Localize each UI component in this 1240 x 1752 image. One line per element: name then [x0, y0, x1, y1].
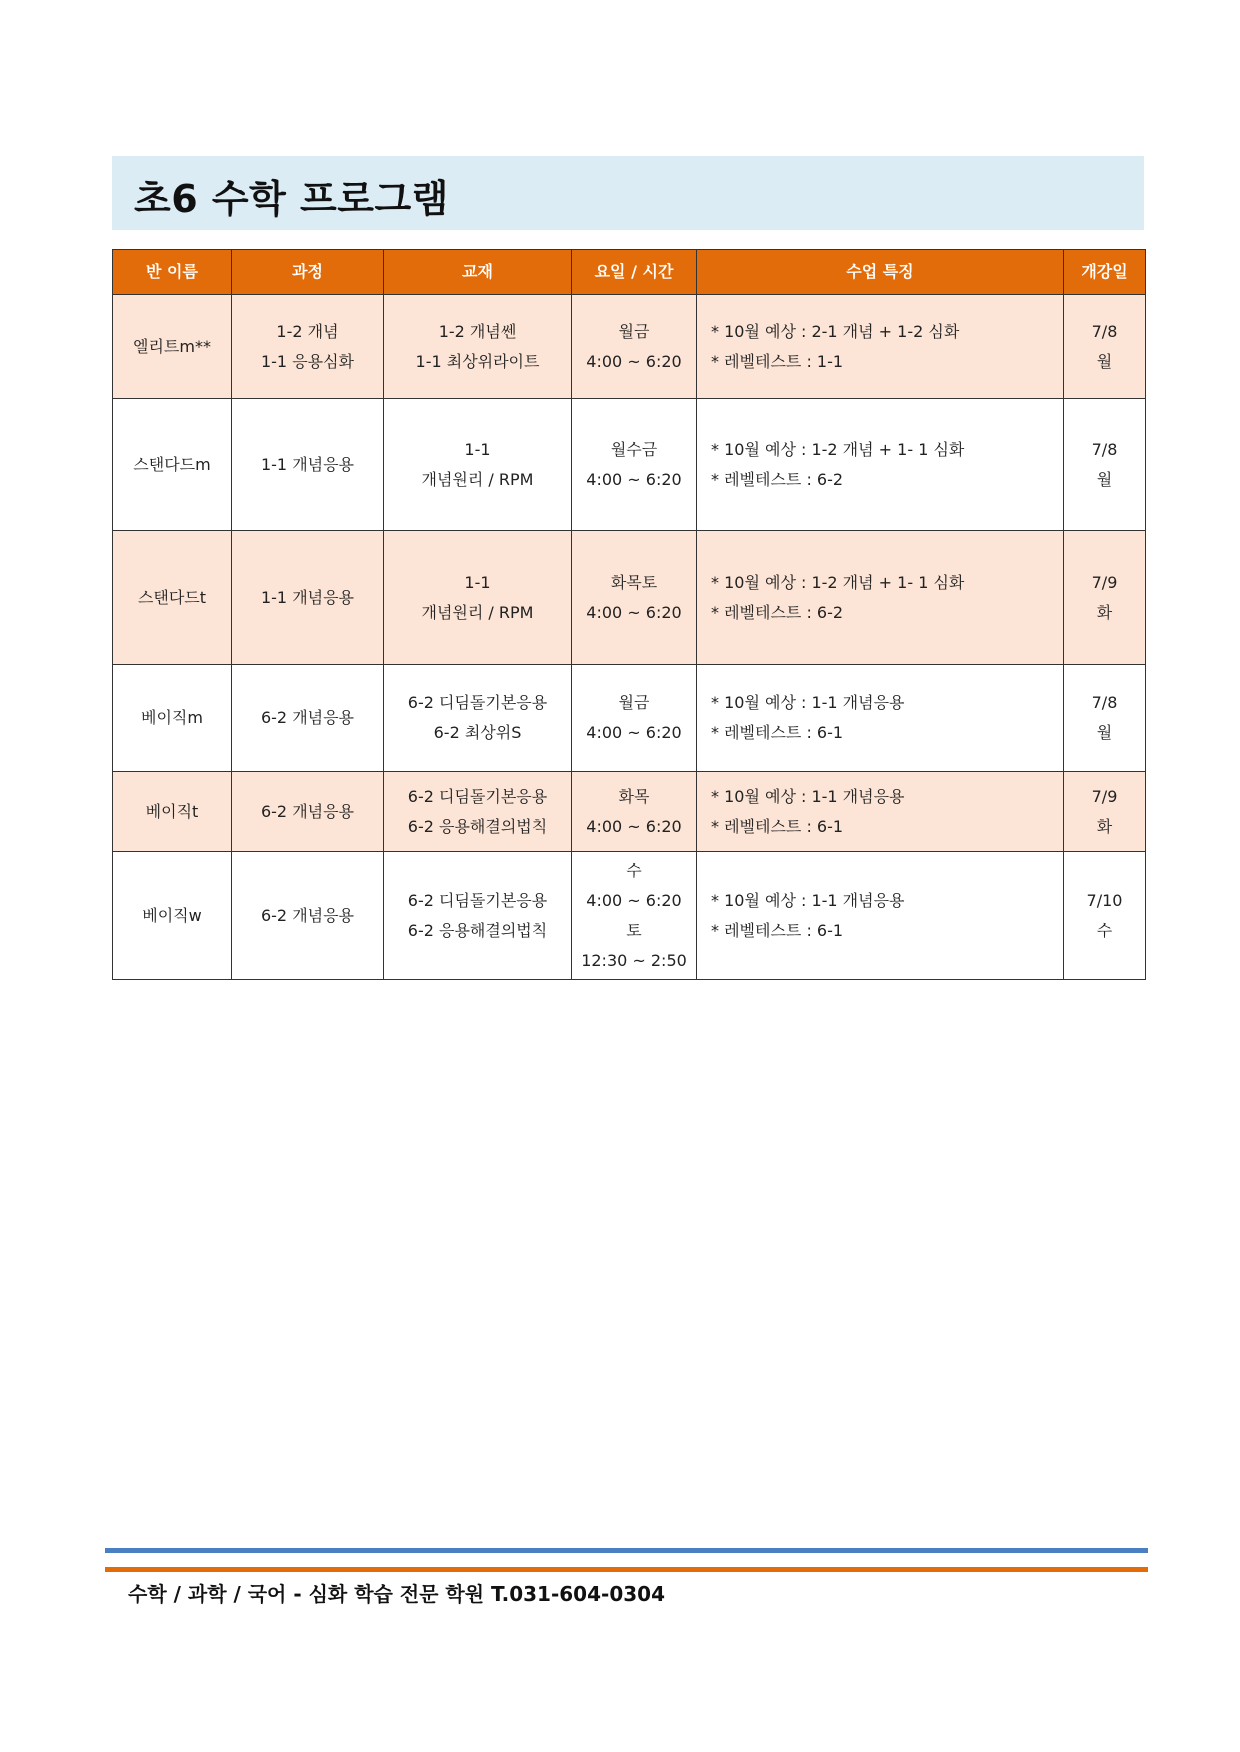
textbook-line: 6-2 최상위S: [433, 723, 522, 742]
start-date-line: 7/8: [1091, 439, 1118, 459]
course-cell: [232, 399, 384, 531]
textbook-line: 개념원리 / RPM: [421, 469, 534, 489]
start-day-line: 수: [1096, 920, 1113, 940]
header-course: 과정: [232, 250, 384, 295]
feature-line: * 10월 예상 : 1-2 개념 + 1- 1 심화: [711, 439, 965, 459]
textbook-line: 6-2 디딤돌기본응용: [407, 890, 548, 910]
schedule-line: 수: [626, 860, 642, 880]
feature-line: * 10월 예상 : 2-1 개념 + 1-2 심화: [711, 321, 960, 341]
course-line: 1-1 개념응용: [260, 454, 355, 474]
textbook-line: 6-2 디딤돌기본응용: [407, 693, 548, 712]
header-schedule: 요일 / 시간: [572, 250, 697, 295]
textbook-cell: [384, 295, 572, 399]
table-row: [113, 399, 1146, 531]
features-cell: [697, 399, 1064, 531]
schedule-cell: [572, 665, 697, 772]
footer-contact: 수학 / 과학 / 국어 - 심화 학습 전문 학원 T.031-604-0304: [128, 1582, 665, 1606]
schedule-cell: [572, 399, 697, 531]
schedule-line: 화목토: [610, 572, 658, 592]
start-day-line: 화: [1096, 602, 1113, 622]
start-date-cell: [1064, 399, 1146, 531]
features-cell: [697, 295, 1064, 399]
feature-line: * 레벨테스트 : 6-2: [711, 469, 844, 489]
feature-line: * 레벨테스트 : 6-1: [711, 723, 844, 742]
start-date-cell: [1064, 772, 1146, 852]
feature-line: * 10월 예상 : 1-1 개념응용: [711, 693, 905, 712]
header-start-date: 개강일: [1064, 250, 1146, 295]
textbook-line: 6-2 응용해결의법칙: [407, 920, 548, 940]
course-line: 6-2 개념응용: [260, 708, 355, 727]
header-class-name: 반 이름: [113, 250, 232, 295]
class-name-cell: 베이직m: [113, 665, 232, 772]
course-line: 1-1 개념응용: [260, 587, 355, 607]
textbook-line: 1-1: [464, 439, 491, 459]
schedule-line: 4:00 ~ 6:20: [586, 351, 682, 371]
textbook-line: 1-1: [464, 572, 491, 592]
schedule-line: 12:30 ~ 2:50: [581, 950, 687, 970]
features-cell: [697, 772, 1064, 852]
header-textbook: 교재: [384, 250, 572, 295]
feature-line: * 10월 예상 : 1-1 개념응용: [711, 890, 905, 910]
course-cell: [232, 531, 384, 665]
textbook-line: 6-2 응용해결의법칙: [407, 816, 548, 836]
table-row: [113, 531, 1146, 665]
table-row: [113, 852, 1146, 980]
course-line: 6-2 개념응용: [260, 905, 355, 925]
course-line: 1-2 개념: [276, 321, 339, 341]
course-cell: [232, 852, 384, 980]
start-date-line: 7/10: [1086, 890, 1123, 910]
course-line: 6-2 개념응용: [260, 801, 355, 821]
textbook-cell: [384, 665, 572, 772]
start-date-cell: [1064, 295, 1146, 399]
table-row: [113, 772, 1146, 852]
start-date-line: 7/8: [1091, 693, 1118, 712]
feature-line: * 10월 예상 : 1-2 개념 + 1- 1 심화: [711, 572, 965, 592]
header-features: 수업 특징: [697, 250, 1064, 295]
footer-divider-orange: [105, 1567, 1148, 1572]
schedule-line: 4:00 ~ 6:20: [586, 890, 682, 910]
schedule-line: 4:00 ~ 6:20: [586, 602, 682, 622]
program-table: [112, 249, 1146, 980]
schedule-line: 월금: [618, 321, 650, 341]
start-day-line: 월: [1096, 469, 1113, 489]
features-cell: [697, 665, 1064, 772]
table-header-row: [113, 250, 1146, 295]
footer-divider-blue: [105, 1548, 1148, 1553]
schedule-line: 4:00 ~ 6:20: [586, 469, 682, 489]
feature-line: * 10월 예상 : 1-1 개념응용: [711, 786, 905, 806]
feature-line: * 레벨테스트 : 6-1: [711, 920, 844, 940]
schedule-line: 월금: [618, 693, 650, 712]
class-name-cell: 스탠다드t: [113, 531, 232, 665]
textbook-cell: [384, 531, 572, 665]
course-line: 1-1 응용심화: [260, 351, 355, 371]
start-day-line: 화: [1096, 816, 1113, 836]
start-date-line: 7/8: [1091, 321, 1118, 341]
schedule-line: 월수금: [610, 439, 658, 459]
schedule-cell: [572, 772, 697, 852]
course-cell: [232, 295, 384, 399]
class-name-cell: 베이직w: [113, 852, 232, 980]
start-date-line: 7/9: [1091, 786, 1118, 806]
schedule-line: 토: [626, 920, 642, 940]
schedule-line: 4:00 ~ 6:20: [586, 723, 682, 742]
start-date-cell: [1064, 531, 1146, 665]
textbook-line: 1-1 최상위라이트: [415, 351, 540, 371]
table-row: [113, 295, 1146, 399]
features-cell: [697, 852, 1064, 980]
schedule-cell: [572, 295, 697, 399]
start-date-line: 7/9: [1091, 572, 1118, 592]
start-day-line: 월: [1096, 351, 1113, 371]
class-name-cell: 베이직t: [113, 772, 232, 852]
start-date-cell: [1064, 852, 1146, 980]
textbook-line: 1-2 개념쎈: [438, 321, 517, 341]
class-name-cell: 엘리트m**: [113, 295, 232, 399]
textbook-cell: [384, 772, 572, 852]
title-band: [112, 156, 1144, 230]
textbook-cell: [384, 399, 572, 531]
schedule-line: 화목: [618, 786, 650, 806]
feature-line: * 레벨테스트 : 1-1: [711, 351, 844, 371]
textbook-cell: [384, 852, 572, 980]
textbook-line: 개념원리 / RPM: [421, 602, 534, 622]
schedule-line: 4:00 ~ 6:20: [586, 816, 682, 836]
class-name-cell: 스탠다드m: [113, 399, 232, 531]
start-day-line: 월: [1096, 723, 1113, 742]
feature-line: * 레벨테스트 : 6-1: [711, 816, 844, 836]
textbook-line: 6-2 디딤돌기본응용: [407, 786, 548, 806]
feature-line: * 레벨테스트 : 6-2: [711, 602, 844, 622]
course-cell: [232, 665, 384, 772]
features-cell: [697, 531, 1064, 665]
page-title: 초6 수학 프로그램: [134, 177, 449, 221]
start-date-cell: [1064, 665, 1146, 772]
schedule-cell: [572, 852, 697, 980]
table-row: [113, 665, 1146, 772]
schedule-cell: [572, 531, 697, 665]
course-cell: [232, 772, 384, 852]
